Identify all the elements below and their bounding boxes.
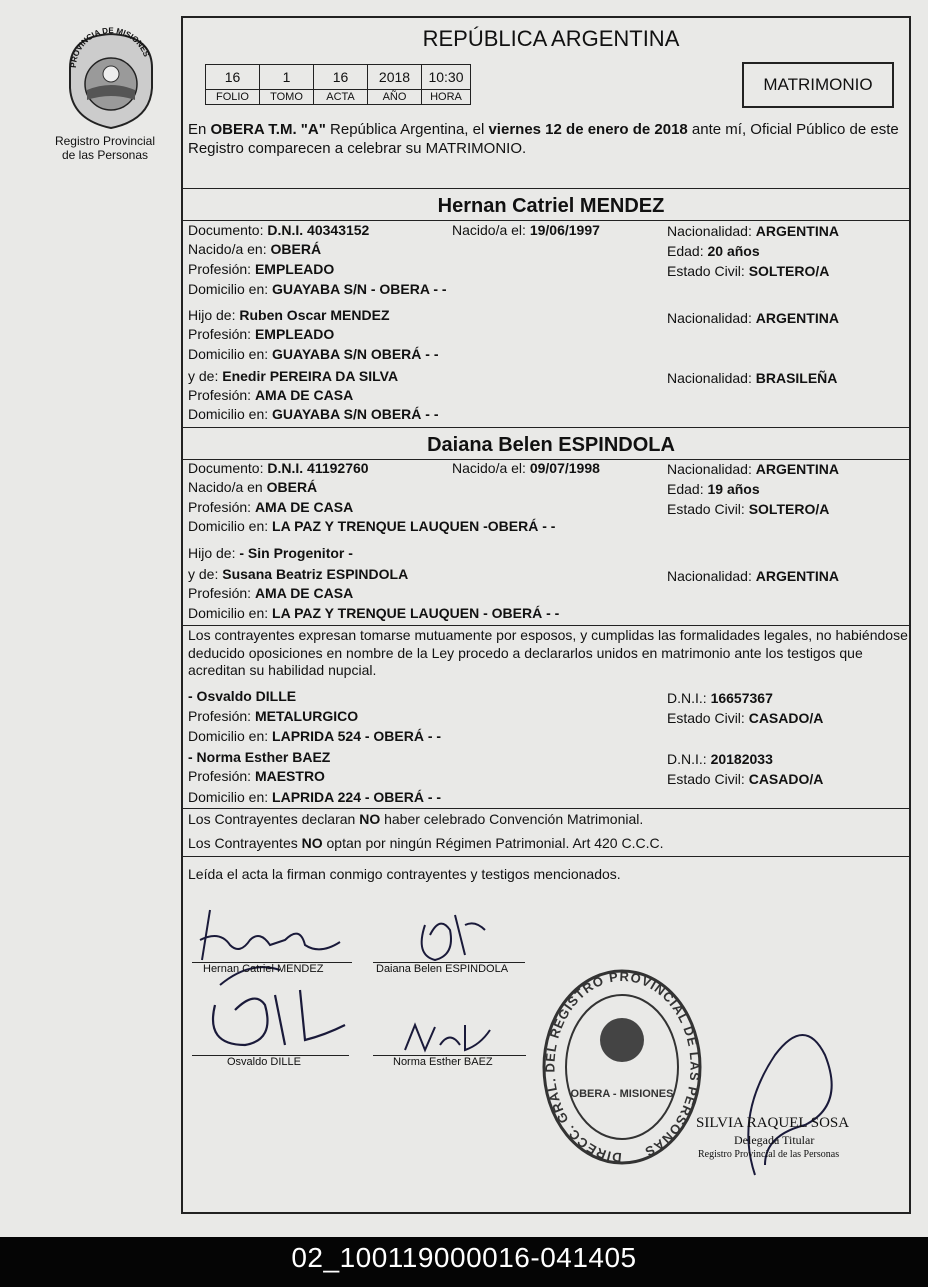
field-value: CASADO/A xyxy=(748,771,824,787)
field-value: SOLTERO/A xyxy=(748,263,830,279)
field-value: Enedir PEREIRA DA SILVA xyxy=(222,368,399,384)
acta-label: ACTA xyxy=(314,90,368,105)
groom-signature-label: Hernan Catriel MENDEZ xyxy=(203,963,324,975)
acta-value: 16 xyxy=(314,65,368,90)
field-value: ARGENTINA xyxy=(755,310,839,326)
field-value: OBERÁ xyxy=(266,479,318,495)
field-value: GUAYABA S/N OBERÁ - - xyxy=(272,346,439,362)
field-value: AMA DE CASA xyxy=(254,387,354,403)
convention-text: Los Contrayentes declaran xyxy=(188,811,360,827)
field-label: Domicilio en: xyxy=(188,789,273,805)
intro-date: viernes 12 de enero de 2018 xyxy=(488,121,688,138)
field-label: Nacionalidad: xyxy=(667,461,756,477)
field-label: Profesión: xyxy=(188,585,255,601)
divider xyxy=(181,808,911,809)
field-label: y de: xyxy=(188,566,223,582)
field-value: 16657367 xyxy=(710,690,773,706)
groom-domicilio xyxy=(188,281,447,298)
groom-father-domicilio xyxy=(188,346,439,363)
ano-value: 2018 xyxy=(368,65,422,90)
groom-profesion xyxy=(188,261,334,278)
official-role: Delegada Titular xyxy=(734,1133,815,1147)
intro-place: OBERA T.M. "A" xyxy=(210,121,326,138)
field-value: 19/06/1997 xyxy=(529,222,600,238)
witness1-signature-label: Osvaldo DILLE xyxy=(227,1056,301,1068)
witness1-profesion xyxy=(188,708,358,725)
field-value: GUAYABA S/N - OBERA - - xyxy=(272,281,447,297)
field-value: 20 años xyxy=(707,243,760,259)
field-value: LA PAZ Y TRENQUE LAUQUEN - OBERÁ - - xyxy=(272,605,560,621)
field-label: Nacido/a en: xyxy=(188,241,271,257)
field-label: Edad: xyxy=(667,243,708,259)
ano-label: AÑO xyxy=(368,90,422,105)
bride-signature-label: Daiana Belen ESPINDOLA xyxy=(376,963,509,975)
field-value: ARGENTINA xyxy=(755,568,839,584)
official-stamp xyxy=(696,1114,849,1161)
groom-nacionalidad xyxy=(667,223,839,240)
field-label: Profesión: xyxy=(188,261,255,277)
field-value: LAPRIDA 524 - OBERÁ - - xyxy=(272,728,442,744)
field-value: ARGENTINA xyxy=(755,223,839,239)
field-value: AMA DE CASA xyxy=(254,585,354,601)
coat-of-arms-logo xyxy=(62,25,160,132)
field-label: Domicilio en: xyxy=(188,346,273,362)
field-value: - Sin Progenitor - xyxy=(239,545,353,561)
field-value: CASADO/A xyxy=(748,710,824,726)
bride-domicilio xyxy=(188,518,555,535)
bride-estado-civil xyxy=(667,501,829,518)
divider xyxy=(181,427,911,428)
groom-father-nacionalidad xyxy=(667,310,839,327)
bride-name-heading: Daiana Belen ESPINDOLA xyxy=(427,434,675,456)
official-office: Registro Provincial de las Personas xyxy=(698,1149,840,1160)
seal-ring-text: DIRECC. GRAL. DEL REGISTRO PROVINCIAL DE LAS PERSONAS xyxy=(542,968,703,1166)
field-label: Domicilio en: xyxy=(188,605,273,621)
groom-edad xyxy=(667,243,760,260)
witness2-estado-civil xyxy=(667,771,823,788)
convention-no: NO xyxy=(359,811,381,827)
groom-nacido-en xyxy=(188,241,321,258)
closing-statement: Leída el acta la firman conmigo contrayentes y testigos mencionados. xyxy=(188,866,621,882)
tomo-label: TOMO xyxy=(260,90,314,105)
reference-table xyxy=(205,64,471,105)
seal-inner-text: OBERA - MISIONES xyxy=(570,1088,674,1100)
intro-text: ante mí, Oficial Público de este Registro comparecen a celebrar su MATRIMONIO. xyxy=(188,121,899,157)
field-value: METALURGICO xyxy=(254,708,359,724)
groom-father-profesion xyxy=(188,326,334,343)
bride-profesion xyxy=(188,499,353,516)
document-title: REPÚBLICA ARGENTINA xyxy=(422,26,680,51)
field-label: Hijo de: xyxy=(188,545,240,561)
field-value: 09/07/1998 xyxy=(529,460,600,476)
field-label: Nacionalidad: xyxy=(667,310,756,326)
field-label: Nacionalidad: xyxy=(667,568,756,584)
field-value: Ruben Oscar MENDEZ xyxy=(239,307,390,323)
field-value: MAESTRO xyxy=(254,768,325,784)
bride-edad xyxy=(667,481,760,498)
groom-documento xyxy=(188,222,369,239)
field-value: SOLTERO/A xyxy=(748,501,830,517)
registry-seal-icon xyxy=(540,965,705,1170)
field-label: Nacido/a el: xyxy=(452,222,530,238)
field-label: Nacido/a en xyxy=(188,479,267,495)
field-value: 20182033 xyxy=(710,751,773,767)
witness1-domicilio xyxy=(188,728,441,745)
bride-nacionalidad xyxy=(667,461,839,478)
bride-mother-domicilio xyxy=(188,605,559,622)
bride-father xyxy=(188,545,353,562)
regime-text: optan por ningún Régimen Patrimonial. Art 420 C.C.C. xyxy=(322,835,664,851)
folio-value: 16 xyxy=(206,65,260,90)
intro-text: En xyxy=(188,121,211,138)
official-name: SILVIA RAQUEL SOSA xyxy=(696,1115,850,1131)
bride-signature-icon xyxy=(395,905,505,970)
field-value: EMPLEADO xyxy=(254,326,335,342)
witness2-signature-icon xyxy=(400,1015,495,1060)
logo-caption-line1: Registro Provincial xyxy=(54,134,156,148)
groom-mother-nacionalidad xyxy=(667,370,837,387)
groom-estado-civil xyxy=(667,263,829,280)
groom-mother xyxy=(188,368,398,385)
field-label: Estado Civil: xyxy=(667,710,749,726)
bride-mother xyxy=(188,566,408,583)
field-label: Profesión: xyxy=(188,708,255,724)
regime-text: Los Contrayentes xyxy=(188,835,302,851)
field-label: Domicilio en: xyxy=(188,406,273,422)
bride-mother-nacionalidad xyxy=(667,568,839,585)
intro-text: República Argentina, el xyxy=(325,121,489,138)
witness2-name: - Norma Esther BAEZ xyxy=(188,749,331,765)
groom-mother-domicilio xyxy=(188,406,439,423)
field-value: 19 años xyxy=(707,481,760,497)
bride-nacido-en xyxy=(188,479,317,496)
field-label: Domicilio en: xyxy=(188,281,273,297)
field-label: D.N.I.: xyxy=(667,690,711,706)
tomo-value: 1 xyxy=(260,65,314,90)
divider xyxy=(181,625,911,626)
field-value: LA PAZ Y TRENQUE LAUQUEN -OBERÁ - - xyxy=(272,518,556,534)
groom-nacido-el xyxy=(452,222,600,239)
field-label: D.N.I.: xyxy=(667,751,711,767)
field-value: D.N.I. 40343152 xyxy=(267,222,370,238)
field-label: Domicilio en: xyxy=(188,728,273,744)
field-label: Estado Civil: xyxy=(667,263,749,279)
bride-documento xyxy=(188,460,369,477)
field-label: Documento: xyxy=(188,460,268,476)
footer-code: 02_100119000016-041405 xyxy=(0,1237,928,1287)
bride-mother-profesion xyxy=(188,585,353,602)
field-label: Documento: xyxy=(188,222,268,238)
witness1-name: - Osvaldo DILLE xyxy=(188,688,297,704)
field-label: Estado Civil: xyxy=(667,771,749,787)
divider xyxy=(181,188,911,189)
regime-no: NO xyxy=(301,835,323,851)
field-label: Profesión: xyxy=(188,387,255,403)
logo-caption xyxy=(40,134,170,162)
field-value: OBERÁ xyxy=(270,241,322,257)
field-label: Domicilio en: xyxy=(188,518,273,534)
field-label: Nacionalidad: xyxy=(667,370,756,386)
field-value: BRASILEÑA xyxy=(755,370,838,386)
groom-father xyxy=(188,307,390,324)
witness1-dni xyxy=(667,690,773,707)
groom-signature-icon xyxy=(190,900,360,990)
field-label: Nacionalidad: xyxy=(667,223,756,239)
bride-nacido-el xyxy=(452,460,600,477)
groom-mother-profesion xyxy=(188,387,353,404)
field-value: D.N.I. 41192760 xyxy=(267,460,369,476)
witness2-dni xyxy=(667,751,773,768)
logo-emblem-text: PROVINCIA DE MISIONES xyxy=(68,25,151,69)
document-type-box: MATRIMONIO xyxy=(742,62,894,108)
field-label: Hijo de: xyxy=(188,307,240,323)
field-value: ARGENTINA xyxy=(755,461,839,477)
groom-name-heading: Hernan Catriel MENDEZ xyxy=(437,195,665,217)
field-label: Profesión: xyxy=(188,768,255,784)
witness2-signature-label: Norma Esther BAEZ xyxy=(393,1056,493,1068)
witness1-estado-civil xyxy=(667,710,823,727)
field-value: Susana Beatriz ESPINDOLA xyxy=(222,566,409,582)
witness2-domicilio xyxy=(188,789,441,806)
field-value: EMPLEADO xyxy=(254,261,335,277)
witness2-profesion xyxy=(188,768,325,785)
regime-line xyxy=(188,835,663,852)
field-value: GUAYABA S/N OBERÁ - - xyxy=(272,406,439,422)
convention-line xyxy=(188,811,643,828)
logo-caption-line2: de las Personas xyxy=(61,148,149,162)
hora-label: HORA xyxy=(422,90,471,105)
declaration-paragraph: Los contrayentes expresan tomarse mutuamente por esposos, y cumplidas las formalidades legales, no habiéndose deducido oposiciones en nombre de la Ley procedo a declararlos unidos en matrimonio ante los testigos que acreditan su habilidad nupcial. xyxy=(188,627,908,678)
field-label: y de: xyxy=(188,368,223,384)
field-label: Nacido/a el: xyxy=(452,460,530,476)
witness1-signature-icon xyxy=(205,985,355,1060)
field-value: LAPRIDA 224 - OBERÁ - - xyxy=(272,789,442,805)
convention-text: haber celebrado Convención Matrimonial. xyxy=(380,811,644,827)
field-value: AMA DE CASA xyxy=(254,499,354,515)
field-label: Estado Civil: xyxy=(667,501,749,517)
field-label: Profesión: xyxy=(188,499,255,515)
divider xyxy=(181,856,911,857)
intro-paragraph xyxy=(188,120,908,158)
field-label: Profesión: xyxy=(188,326,255,342)
field-label: Edad: xyxy=(667,481,708,497)
hora-value: 10:30 xyxy=(422,65,471,90)
divider xyxy=(181,220,911,221)
folio-label: FOLIO xyxy=(206,90,260,105)
